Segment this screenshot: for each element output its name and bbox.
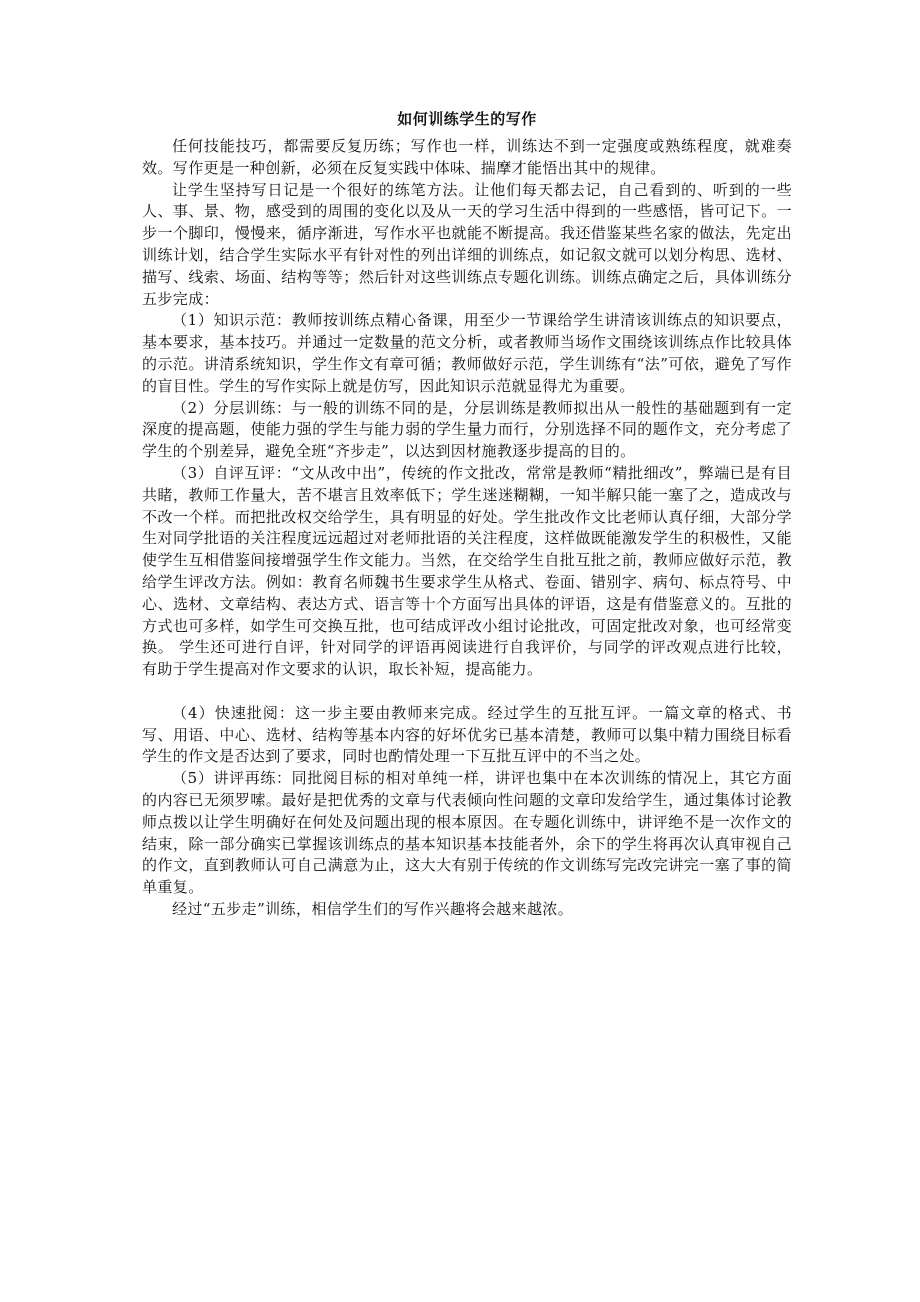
document-title: 如何训练学生的写作 xyxy=(397,110,537,128)
paragraph-step-4: （4）快速批阅：这一步主要由教师来完成。经过学生的互批互评。一篇文章的格式、书写、用语、中心、选材、结构等基本内容的好坏优劣已基本清楚，教师可以集中精力围绕目标看学生的作文是否达到了要求，同时也酌情处理一下互批互评中的不当之处。 xyxy=(142,703,792,766)
paragraph-step-1: （1）知识示范：教师按训练点精心备课，用至少一节课给学生讲清该训练点的知识要点，基本要求，基本技巧。并通过一定数量的范文分析，或者教师当场作文围绕该训练点作比较具体的示范。讲清系统知识，学生作文有章可循；教师做好示范，学生训练有“法”可依，避免了写作的盲目性。学生的写作实际上就是仿写，因此知识示范就显得尤为重要。 xyxy=(142,311,792,395)
paragraph-conclusion: 经过“五步走”训练，相信学生们的写作兴趣将会越来越浓。 xyxy=(172,899,574,918)
paragraph-step-5: （5）讲评再练：同批阅目标的相对单纯一样，讲评也集中在本次训练的情况上，其它方面的内容已无须罗嗦。最好是把优秀的文章与代表倾向性问题的文章印发给学生，通过集体讨论教师点拨以让学生明确好在何处及问题出现的根本原因。在专题化训练中，讲评绝不是一次作文的结束，除一部分确实已掌握该训练点的基本知识基本技能者外，余下的学生将再次认真审视自己的作文，直到教师认可自己满意为止，这大大有别于传统的作文训练写完改完讲完一塞了事的简单重复。 xyxy=(142,769,792,897)
paragraph-step-2: （2）分层训练：与一般的训练不同的是，分层训练是教师拟出从一般性的基础题到有一定深度的提高题，使能力强的学生与能力弱的学生量力而行，分别选择不同的题作文，充分考虑了学生的个别差异，避免全班“齐步走”，以达到因材施教逐步提高的目的。 xyxy=(142,398,792,461)
document-body xyxy=(142,106,792,921)
blank-line xyxy=(142,681,792,703)
paragraph-diary-method: 让学生坚持写日记是一个很好的练笔方法。让他们每天都去记，自己看到的、听到的一些人、事、景、物，感受到的周围的变化以及从一天的学习生活中得到的一些感悟，皆可记下。一步一个脚印，慢慢来，循序渐进，写作水平也就能不断提高。我还借鉴某些名家的做法，先定出训练计划，结合学生实际水平有针对性的列出详细的训练点，如记叙文就可以划分构思、选材、描写、线索、场面、结构等等；然后针对这些训练点专题化训练。训练点确定之后，具体训练分五步完成： xyxy=(142,180,792,308)
paragraph-intro: 任何技能技巧，都需要反复历练；写作也一样，训练达不到一定强度或熟练程度，就难奏效。写作更是一种创新，必须在反复实践中体味、揣摩才能悟出其中的规律。 xyxy=(142,137,792,177)
paragraph-step-3: （3）自评互评：“文从改中出”，传统的作文批改，常常是教师“精批细改”，弊端已是有目共睹，教师工作量大，苦不堪言且效率低下；学生迷迷糊糊，一知半解只能一塞了之，造成改与不改一个样。而把批改权交给学生，具有明显的好处。学生批改作文比老师认真仔细，大部分学生对同学批语的关注程度远远超过对老师批语的关注程度，这样做既能激发学生的积极性，又能使学生互相借鉴间接增强学生作文能力。当然，在交给学生自批互批之前，教师应做好示范，教给学生评改方法。例如：教育名师魏书生要求学生从格式、卷面、错别字、病句、标点符号、中心、选材、文章结构、表达方式、语言等十个方面写出具体的评语，这是有借鉴意义的。互批的方式也可多样，如学生可交换互批，也可结成评改小组讨论批改，可固定批改对象，也可经常变换。 学生还可进行自评，针对同学的评语再阅读进行自我评价，与同学的评改观点进行比较，有助于学生提高对作文要求的认识，取长补短，提高能力。 xyxy=(142,463,792,679)
